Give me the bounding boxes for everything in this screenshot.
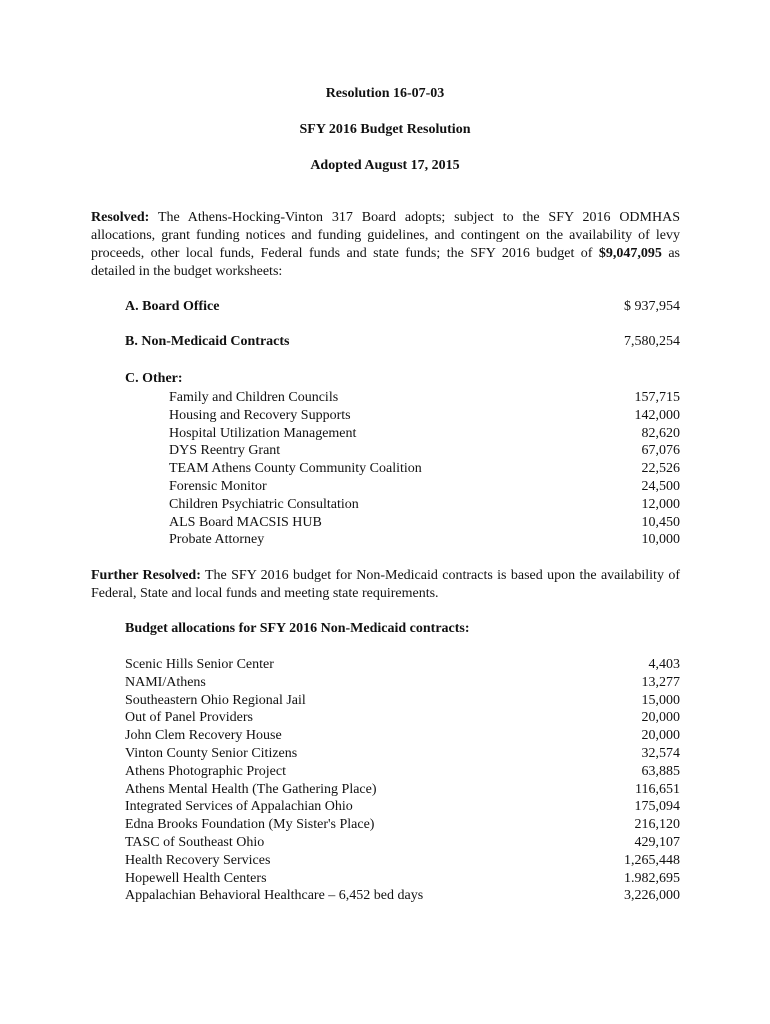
list-item	[169, 442, 680, 460]
item-name: Housing and Recovery Supports	[169, 407, 351, 423]
adopted-date: Adopted August 17, 2015	[310, 158, 460, 173]
list-item	[125, 798, 680, 816]
list-item	[169, 496, 680, 514]
other-items-list	[169, 389, 680, 549]
list-item	[169, 514, 680, 532]
item-amount: 10,450	[641, 514, 680, 530]
item-amount: 82,620	[641, 425, 680, 441]
item-amount: 13,277	[641, 674, 680, 690]
list-item	[169, 531, 680, 549]
list-item	[169, 389, 680, 407]
list-item	[125, 887, 680, 905]
list-item	[125, 745, 680, 763]
item-amount: 20,000	[641, 710, 680, 726]
resolved-text-after: as detailed in the budget worksheets:	[91, 246, 681, 279]
item-amount: 1,265,448	[624, 852, 680, 868]
item-amount: 67,076	[641, 443, 680, 459]
list-item	[125, 692, 680, 710]
item-amount: 429,107	[634, 834, 680, 850]
item-amount: 12,000	[641, 496, 680, 512]
item-name: Family and Children Councils	[169, 390, 339, 405]
further-resolved-paragraph	[91, 567, 680, 603]
item-name: Forensic Monitor	[169, 478, 267, 494]
budget-total: $9,047,095	[598, 246, 662, 261]
item-name: DYS Reentry Grant	[169, 443, 281, 459]
item-name: Probate Attorney	[169, 532, 265, 548]
item-name: Hospital Utilization Management	[169, 425, 357, 441]
list-item	[169, 460, 680, 478]
item-amount: 157,715	[634, 390, 680, 405]
item-name: Vinton County Senior Citizens	[125, 745, 298, 761]
item-name: Appalachian Behavioral Healthcare – 6,452 bed days	[125, 888, 424, 904]
item-amount: 20,000	[641, 728, 680, 744]
section-board-office	[125, 299, 680, 315]
section-amount: 7,580,254	[624, 334, 680, 349]
resolved-text-before: The Athens-Hocking-Vinton 317 Board adopts; subject to the SFY 2016 ODMHAS allocations, grant funding notices and funding guidelines, and contingent on the availability of levy proceeds, other local funds, Federal funds and state funds; the SFY 2016 budget of	[91, 210, 680, 261]
item-amount: 15,000	[641, 692, 680, 708]
list-item	[125, 834, 680, 852]
resolved-label: Resolved:	[91, 210, 150, 225]
item-amount: 24,500	[641, 478, 680, 494]
item-name: Scenic Hills Senior Center	[125, 657, 274, 672]
list-item	[169, 425, 680, 443]
item-name: TASC of Southeast Ohio	[125, 834, 265, 850]
item-amount: 116,651	[635, 781, 680, 797]
section-label: C. Other:	[125, 371, 183, 386]
item-name: Children Psychiatric Consultation	[169, 496, 359, 512]
item-amount: 142,000	[634, 407, 680, 423]
item-amount: 3,226,000	[624, 888, 680, 904]
section-label: A. Board Office	[125, 299, 220, 314]
item-amount: 32,574	[641, 745, 680, 761]
item-amount: 4,403	[648, 657, 680, 672]
item-name: Health Recovery Services	[125, 852, 271, 868]
list-item	[125, 674, 680, 692]
item-name: John Clem Recovery House	[125, 728, 282, 744]
list-item	[125, 763, 680, 781]
item-name: Athens Mental Health (The Gathering Place)	[125, 781, 377, 797]
allocations-list	[125, 656, 680, 905]
item-name: NAMI/Athens	[125, 674, 206, 690]
item-amount: 22,526	[641, 461, 680, 477]
section-non-medicaid	[125, 334, 680, 350]
item-amount: 216,120	[634, 817, 680, 833]
item-name: Edna Brooks Foundation (My Sister's Place)	[125, 817, 375, 833]
item-amount: 1.982,695	[624, 870, 680, 886]
document-title: SFY 2016 Budget Resolution	[299, 122, 471, 137]
further-resolved-label: Further Resolved:	[91, 568, 201, 583]
section-amount: $ 937,954	[624, 299, 680, 314]
resolution-number: Resolution 16-07-03	[325, 86, 445, 101]
list-item	[125, 870, 680, 888]
list-item	[125, 656, 680, 674]
item-name: TEAM Athens County Community Coalition	[169, 461, 422, 477]
item-name: Hopewell Health Centers	[125, 870, 267, 886]
item-name: Athens Photographic Project	[125, 763, 286, 779]
list-item	[169, 478, 680, 496]
list-item	[125, 816, 680, 834]
item-name: Integrated Services of Appalachian Ohio	[125, 799, 353, 815]
list-item	[169, 407, 680, 425]
resolved-paragraph	[91, 209, 680, 281]
item-name: Southeastern Ohio Regional Jail	[125, 692, 306, 708]
list-item	[125, 852, 680, 870]
list-item	[125, 709, 680, 727]
item-amount: 175,094	[634, 799, 680, 815]
item-name: ALS Board MACSIS HUB	[169, 514, 322, 530]
list-item	[125, 727, 680, 745]
section-label: B. Non-Medicaid Contracts	[125, 334, 290, 349]
allocations-title: Budget allocations for SFY 2016 Non-Medicaid contracts:	[125, 621, 470, 636]
section-other	[125, 371, 680, 387]
item-amount: 10,000	[641, 532, 680, 548]
further-resolved-text: The SFY 2016 budget for Non-Medicaid contracts is based upon the availability of Federal, State and local funds and meeting state requirements.	[91, 568, 680, 601]
list-item	[125, 781, 680, 799]
item-name: Out of Panel Providers	[125, 710, 253, 726]
item-amount: 63,885	[641, 763, 680, 779]
